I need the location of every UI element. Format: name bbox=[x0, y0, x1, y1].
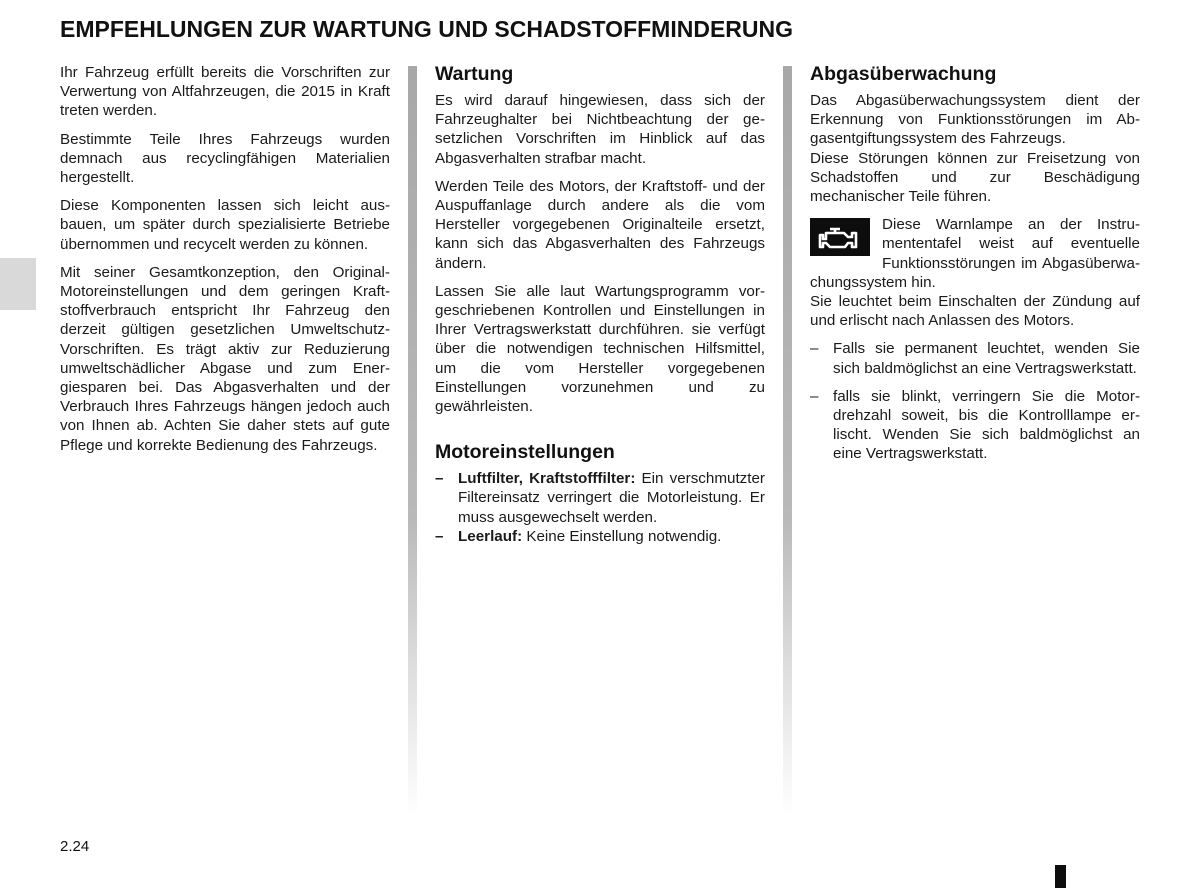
motoreinstellungen-heading: Motoreinstellungen bbox=[435, 441, 615, 464]
left-paragraph-2: Bestimmte Teile Ihres Fahrzeugs wurden demnach aus recyclingfähigen Materialien hergestellt. bbox=[60, 130, 390, 187]
dash-marker: – bbox=[435, 470, 444, 488]
wartung-heading: Wartung bbox=[435, 63, 514, 85]
wartung-paragraph-1: Es wird darauf hingewiesen, dass sich der Fahrzeughalter bei Nichtbeachtung der gesetzlichen Vorschriften im Hinblick auf das Abgasverhalten strafbar macht. bbox=[435, 92, 765, 167]
middle-column bbox=[435, 63, 765, 546]
right-paragraph-1: Das Abgasüberwachungssystem dient der Erkennung von Funktionsstörungen im Abgasentgiftungssystem des Fahrzeugs. bbox=[810, 92, 1140, 148]
left-paragraph-1: Ihr Fahrzeug erfüllt bereits die Vorschriften zur Verwertung von Altfahrzeugen, die 2015 in Kraft treten werden. bbox=[60, 64, 390, 120]
blinking-light-text: falls sie blinkt, verringern Sie die Motordrehzahl soweit, bis die Kontrolllampe erlischt. Wenden Sie sich baldmöglichst an eine Vertragswerkstatt. bbox=[833, 387, 1140, 463]
list-item bbox=[435, 469, 765, 527]
leerlauf-text: Keine Einstellung notwendig. bbox=[522, 527, 722, 545]
left-paragraph-4: Mit seiner Gesamtkonzeption, den Original-Motoreinstellungen und dem geringen Kraftstoffverbrauch entspricht Ihr Fahrzeug den derzeit gültigen gesetzlichen Umweltschutz-Vorschriften. Es trägt aktiv zur Reduzierung umweltschädlicher Abgase und zum Energiesparen bei. Das Abgasverhalten und der Verbrauch Ihres Fahrzeugs hängen jedoch auch von Ihnen ab. Achten Sie daher stets auf gute Pflege und korrekte Bedienung des Fahrzeugs. bbox=[60, 263, 390, 454]
abgasueberwachung-heading: Abgasüberwachung bbox=[810, 63, 997, 85]
wartung-paragraph-2: Werden Teile des Motors, der Kraftstoff- und der Auspuffanlage durch andere als die vom Hersteller vorgegebenen Originalteile ersetzt, kann sich das Abgasverhalten des Fahrzeugs ändern. bbox=[435, 177, 765, 272]
dash-marker: – bbox=[435, 527, 444, 545]
right-paragraph-2: Diese Störungen können zur Freisetzung von Schadstoffen und zur Beschädigung mechanischer Teile führen. bbox=[810, 149, 1140, 206]
page-number: 2.24 bbox=[60, 838, 90, 855]
wartung-paragraph-3: Lassen Sie alle laut Wartungsprogramm vorgeschriebenen Kontrollen und Einstellungen in Ihrer Vertragswerkstatt durchführen. sie verfügt über die notwendigen technischen Hilfsmittel, um die vom Hersteller vorgegebenen Einstellungen vorzunehmen und zu gewährleisten. bbox=[435, 282, 765, 416]
leerlauf-label: Leerlauf: bbox=[458, 527, 523, 545]
page-title: EMPFEHLUNGEN ZUR WARTUNG UND SCHADSTOFFMINDERUNG bbox=[60, 16, 794, 42]
dash-marker: – bbox=[810, 387, 819, 405]
corner-marker bbox=[1055, 865, 1066, 888]
list-item bbox=[810, 339, 1140, 377]
left-paragraph-3: Diese Komponenten lassen sich leicht ausbauen, um später durch spezialisierte Betriebe übernommen und recycelt werden zu können. bbox=[60, 197, 390, 253]
list-item bbox=[435, 527, 765, 546]
section-tab-marker bbox=[0, 258, 36, 310]
engine-warning-icon-graphic bbox=[818, 223, 862, 251]
right-paragraph-3: Sie leuchtet beim Einschalten der Zündung auf und erlischt nach Anlassen des Motors. bbox=[810, 293, 1140, 330]
column-divider-bar bbox=[408, 66, 417, 818]
warning-lamp-note bbox=[810, 215, 1140, 292]
filter-label: Luftfilter, Kraftstofffilter: bbox=[458, 470, 636, 488]
list-item bbox=[810, 387, 1140, 464]
right-column bbox=[810, 63, 1140, 473]
permanent-light-text: Falls sie permanent leuchtet, wenden Sie sich baldmöglichst an eine Vertragswerkstatt. bbox=[833, 340, 1140, 377]
warning-lamp-text: Diese Warnlampe an der Instrumententafel weist auf eventuelle Funktionsstörungen im Abgasüberwachungssystem hin. bbox=[810, 216, 1140, 291]
filter-text: Ein verschmutzter Filtereinsatz verringert die Motorleistung. Er muss ausgewechselt werden. bbox=[458, 470, 765, 526]
engine-warning-icon bbox=[810, 218, 870, 256]
dash-marker: – bbox=[810, 340, 819, 358]
left-column bbox=[60, 63, 390, 464]
column-divider-bar bbox=[783, 66, 792, 818]
